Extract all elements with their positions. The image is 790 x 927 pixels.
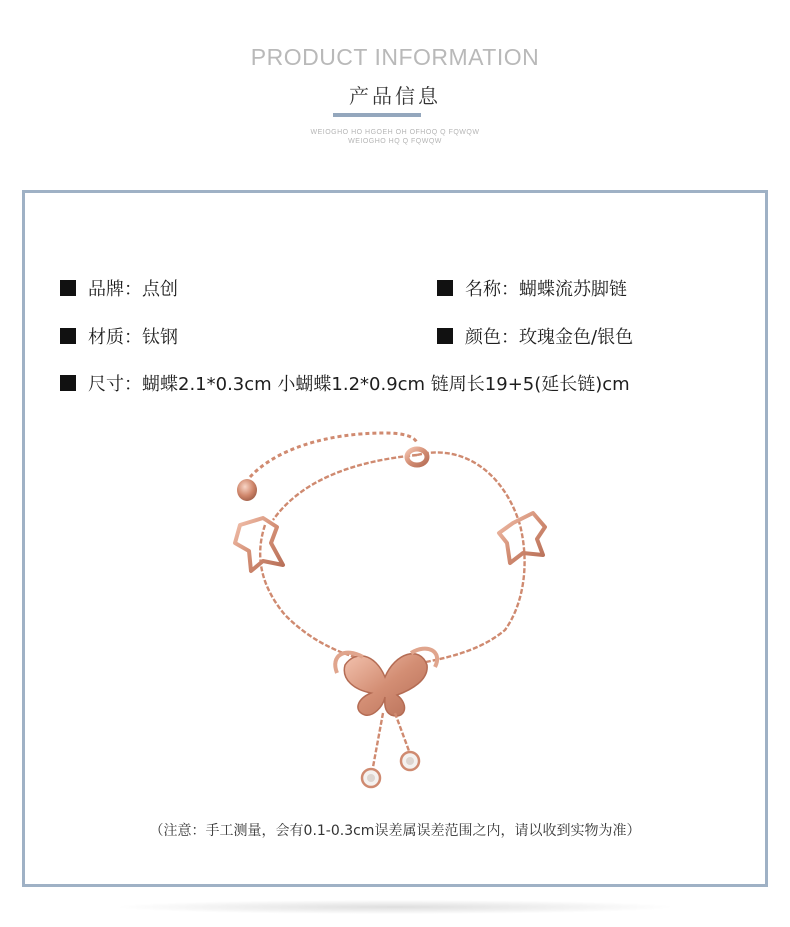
spec-name — [437, 275, 627, 301]
spec-color-text: 颜色：玫瑰金色/银色 — [465, 327, 634, 348]
header-small-text-2: WEIOGHO HQ Q FQWQW — [348, 138, 442, 145]
square-bullet-icon — [60, 280, 76, 296]
spec-brand — [60, 275, 178, 301]
square-bullet-icon — [60, 375, 76, 391]
spec-color — [437, 323, 633, 349]
spec-size — [60, 370, 630, 396]
spec-material-text: 材质：钛钢 — [88, 327, 178, 348]
header-underline — [333, 113, 421, 117]
measurement-note: （注意：手工测量，会有0.1-0.3cm误差属误差范围之内，请以收到实物为准） — [149, 823, 641, 839]
header-small-text-1: WEIOGHO HO HGOEH OH OFHOQ Q FQWQW — [310, 129, 480, 136]
bottom-shadow — [120, 900, 670, 914]
header-title-en: PRODUCT INFORMATION — [250, 44, 540, 70]
spec-material — [60, 323, 178, 349]
square-bullet-icon — [60, 328, 76, 344]
butterfly-anklet-image — [205, 415, 575, 805]
spec-name-text: 名称：蝴蝶流苏脚链 — [465, 279, 627, 300]
spec-brand-text: 品牌：点创 — [88, 279, 178, 300]
header-title-cn: 产品信息 — [349, 84, 441, 108]
square-bullet-icon — [437, 280, 453, 296]
spec-size-text: 尺寸：蝴蝶2.1*0.3cm 小蝴蝶1.2*0.9cm 链周长19+5(延长链)cm — [88, 374, 630, 395]
square-bullet-icon — [437, 328, 453, 344]
